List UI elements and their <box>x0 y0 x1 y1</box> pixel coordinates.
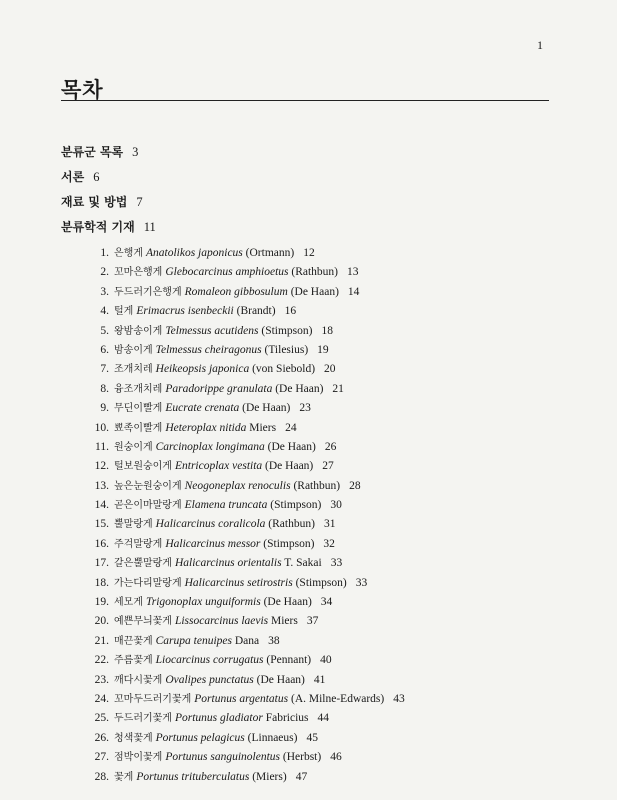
korean-name: 주름꽃게 <box>114 655 153 667</box>
author-name: T. Sakai <box>284 557 322 570</box>
korean-name: 갈은뿔말랑게 <box>114 558 172 570</box>
entry-page: 34 <box>320 596 333 609</box>
toc-entry <box>86 709 405 728</box>
section-label: 서론 <box>61 170 85 184</box>
author-name: (Stimpson) <box>295 576 347 589</box>
korean-name: 꼬마두드러기꽃게 <box>114 693 192 705</box>
scientific-name: Portunus gladiator <box>174 712 263 725</box>
toc-entry <box>86 496 405 515</box>
toc-entry <box>86 457 405 476</box>
page-number: 1 <box>537 38 543 52</box>
entry-page: 45 <box>306 731 318 744</box>
entry-number: 12. <box>94 460 109 473</box>
species-list <box>86 244 405 787</box>
entry-page: 47 <box>295 770 308 783</box>
author-name: (Herbst) <box>282 751 322 764</box>
entry-number: 23. <box>94 673 109 686</box>
toc-entry <box>86 302 405 321</box>
korean-name: 꼬마은행게 <box>114 267 163 279</box>
entry-page: 43 <box>393 692 405 705</box>
section-page: 3 <box>132 145 139 159</box>
entry-page: 18 <box>321 324 333 337</box>
korean-name: 원숭이게 <box>114 441 153 453</box>
entry-page: 31 <box>323 518 336 531</box>
entry-page: 33 <box>355 576 368 589</box>
korean-name: 꽃게 <box>114 771 134 783</box>
entry-number: 15. <box>94 518 109 531</box>
entry-number: 6. <box>100 343 109 356</box>
korean-name: 털보원숭이게 <box>114 461 172 473</box>
entry-page: 19 <box>317 343 329 356</box>
scientific-name: Telmessus acutidens <box>165 324 259 337</box>
toc-entry <box>86 322 405 341</box>
author-name: (Stimpson) <box>263 537 315 550</box>
scientific-name: Liocarcinus corrugatus <box>155 654 264 667</box>
toc-entry <box>86 593 405 612</box>
toc-entry <box>86 554 405 573</box>
author-name: Miers <box>271 615 298 628</box>
entry-number: 26. <box>94 731 109 744</box>
entry-page: 46 <box>330 751 342 764</box>
author-name: Miers <box>249 421 277 434</box>
section-label: 분류학적 기재 <box>61 220 135 234</box>
author-name: (Brandt) <box>236 305 276 318</box>
author-name: (Linnaeus) <box>247 731 298 744</box>
toc-section <box>61 218 156 235</box>
toc-entry <box>86 399 405 418</box>
entry-number: 7. <box>100 363 109 376</box>
korean-name: 무딘이빨게 <box>114 403 163 415</box>
korean-name: 뿔말랑게 <box>114 519 153 531</box>
author-name: (von Siebold) <box>252 363 316 376</box>
toc-entry <box>86 768 405 787</box>
korean-name: 매끈꽃게 <box>114 635 153 647</box>
entry-number: 3. <box>100 285 109 298</box>
korean-name: 두드러기꽃게 <box>114 713 172 725</box>
scientific-name: Portunus sanguinolentus <box>165 751 280 764</box>
korean-name: 곧은이마말랑게 <box>114 500 182 512</box>
entry-page: 44 <box>317 712 330 725</box>
korean-name: 점박이꽃게 <box>114 752 163 764</box>
entry-number: 22. <box>94 654 109 667</box>
korean-name: 조개치레 <box>114 364 153 376</box>
section-label: 재료 및 방법 <box>61 195 128 209</box>
entry-number: 24. <box>94 692 109 705</box>
toc-section <box>61 193 143 210</box>
toc-entry <box>86 419 405 438</box>
entry-number: 17. <box>94 557 109 570</box>
scientific-name: Heikeopsis japonica <box>155 363 250 376</box>
author-name: (Rathbun) <box>268 518 315 531</box>
entry-number: 9. <box>100 402 109 415</box>
entry-number: 25. <box>94 712 109 725</box>
entry-page: 27 <box>322 460 334 473</box>
korean-name: 왕밤송이게 <box>114 325 163 337</box>
scientific-name: Portunus trituberculatus <box>136 770 250 783</box>
entry-page: 40 <box>320 654 332 667</box>
korean-name: 밤송이게 <box>114 344 153 356</box>
scientific-name: Erimacrus isenbeckii <box>136 305 234 318</box>
entry-page: 32 <box>323 537 335 550</box>
toc-entry <box>86 535 405 554</box>
author-name: Fabricius <box>265 712 309 725</box>
scientific-name: Heteroplax nitida <box>165 421 247 434</box>
entry-page: 30 <box>330 499 342 512</box>
toc-entry <box>86 283 405 302</box>
entry-page: 33 <box>330 557 343 570</box>
title-divider <box>61 100 549 101</box>
entry-number: 20. <box>94 615 109 628</box>
entry-number: 28. <box>94 770 109 783</box>
korean-name: 높은눈원숭이게 <box>114 480 182 492</box>
entry-number: 10. <box>94 421 109 434</box>
page-title: 목차 <box>61 78 104 102</box>
author-name: (Miers) <box>252 770 287 783</box>
entry-number: 5. <box>100 324 109 337</box>
author-name: (Tilesius) <box>264 343 309 356</box>
toc-entry <box>86 380 405 399</box>
toc-entry <box>86 341 405 360</box>
toc-entry <box>86 477 405 496</box>
scientific-name: Halicarcinus messor <box>165 537 261 550</box>
scientific-name: Portunus argentatus <box>194 692 289 705</box>
toc-entry <box>86 729 405 748</box>
scientific-name: Paradorippe granulata <box>165 382 273 395</box>
author-name: (De Haan) <box>275 382 324 395</box>
author-name: (De Haan) <box>242 402 291 415</box>
scientific-name: Carcinoplax longimana <box>155 440 265 453</box>
entry-number: 4. <box>100 305 109 318</box>
author-name: (De Haan) <box>263 596 312 609</box>
toc-entry <box>86 612 405 631</box>
entry-page: 23 <box>299 402 311 415</box>
toc-entry <box>86 574 405 593</box>
korean-name: 뾰족이빨게 <box>114 422 163 434</box>
toc-entry <box>86 671 405 690</box>
entry-page: 28 <box>349 479 361 492</box>
scientific-name: Neogoneplax renoculis <box>184 479 291 492</box>
author-name: (Rathbun) <box>291 266 339 279</box>
author-name: (De Haan) <box>290 285 339 298</box>
toc-section <box>61 143 138 160</box>
entry-number: 19. <box>94 596 109 609</box>
section-page: 6 <box>93 170 100 184</box>
entry-number: 16. <box>94 537 109 550</box>
author-name: (Rathbun) <box>293 479 341 492</box>
entry-page: 16 <box>284 305 297 318</box>
toc-entry <box>86 244 405 263</box>
scientific-name: Halicarcinus setirostris <box>184 576 293 589</box>
author-name: Dana <box>234 634 260 647</box>
entry-number: 21. <box>94 634 109 647</box>
author-name: (Stimpson) <box>261 324 313 337</box>
author-name: (Pennant) <box>266 654 312 667</box>
entry-number: 13. <box>94 479 109 492</box>
entry-page: 24 <box>285 421 297 434</box>
entry-page: 37 <box>306 615 319 628</box>
korean-name: 깨다시꽃게 <box>114 674 163 686</box>
author-name: (De Haan) <box>267 440 316 453</box>
scientific-name: Eucrate crenata <box>165 402 240 415</box>
entry-number: 11. <box>95 440 109 453</box>
toc-entry <box>86 748 405 767</box>
author-name: (Stimpson) <box>270 499 322 512</box>
scientific-name: Romaleon gibbosulum <box>184 285 288 298</box>
korean-name: 두드러기은행게 <box>114 286 182 298</box>
toc-entry <box>86 263 405 282</box>
entry-number: 1. <box>100 247 109 259</box>
entry-number: 8. <box>100 382 109 395</box>
toc-section <box>61 168 99 185</box>
entry-number: 18. <box>94 576 109 589</box>
entry-number: 2. <box>100 266 109 279</box>
entry-page: 12 <box>303 247 315 259</box>
toc-entry <box>86 438 405 457</box>
section-label: 분류군 목록 <box>61 145 124 159</box>
korean-name: 가는다리말랑게 <box>114 577 182 589</box>
entry-page: 20 <box>324 363 336 376</box>
entry-page: 14 <box>347 285 360 298</box>
toc-entry <box>86 515 405 534</box>
author-name: (Ortmann) <box>245 247 295 259</box>
scientific-name: Glebocarcinus amphioetus <box>165 266 289 279</box>
entry-page: 38 <box>268 634 280 647</box>
korean-name: 털게 <box>114 306 134 318</box>
author-name: (De Haan) <box>256 673 305 686</box>
scientific-name: Elamena truncata <box>184 499 268 512</box>
author-name: (De Haan) <box>265 460 314 473</box>
toc-entry <box>86 651 405 670</box>
scientific-name: Entricoplax vestita <box>174 460 263 473</box>
scientific-name: Anatolikos japonicus <box>145 247 243 259</box>
korean-name: 청색꽃게 <box>114 732 153 744</box>
author-name: (A. Milne-Edwards) <box>290 692 385 705</box>
entry-page: 21 <box>332 382 344 395</box>
scientific-name: Trigonoplax unguiformis <box>145 596 261 609</box>
entry-page: 13 <box>347 266 359 279</box>
scientific-name: Telmessus cheiragonus <box>155 343 262 356</box>
entry-page: 41 <box>313 673 326 686</box>
scientific-name: Halicarcinus coralicola <box>155 518 266 531</box>
scientific-name: Ovalipes punctatus <box>165 673 254 686</box>
scientific-name: Portunus pelagicus <box>155 731 245 744</box>
entry-number: 14. <box>94 499 109 512</box>
scientific-name: Halicarcinus orientalis <box>174 557 282 570</box>
korean-name: 은행게 <box>114 248 143 259</box>
entry-number: 27. <box>94 751 109 764</box>
scientific-name: Lissocarcinus laevis <box>174 615 269 628</box>
korean-name: 세모게 <box>114 597 143 609</box>
scientific-name: Carupa tenuipes <box>155 634 232 647</box>
korean-name: 예쁜무늬꽃게 <box>114 616 172 628</box>
toc-entry <box>86 360 405 379</box>
section-page: 7 <box>136 195 143 209</box>
korean-name: 주걱말랑게 <box>114 538 163 550</box>
korean-name: 융조개치레 <box>114 383 163 395</box>
entry-page: 26 <box>324 440 337 453</box>
section-page: 11 <box>143 220 156 234</box>
toc-entry <box>86 632 405 651</box>
toc-entry <box>86 690 405 709</box>
